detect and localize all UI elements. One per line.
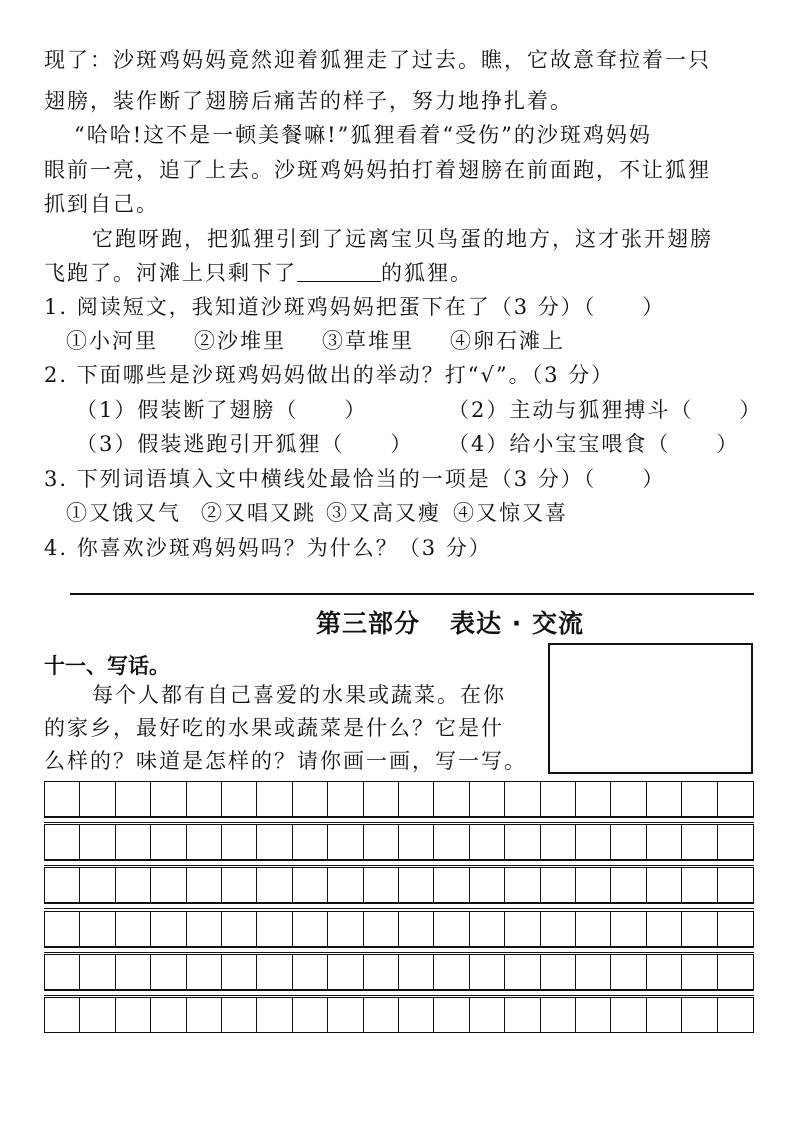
question-1: 1. 阅读短文，我知道沙斑鸡妈妈把蛋下在了（3 分）（ ） bbox=[44, 295, 666, 319]
q1-options bbox=[66, 326, 565, 356]
writing-prompt: 每个人都有自己喜爱的水果或蔬菜。在你 bbox=[92, 683, 506, 707]
writing-cell[interactable] bbox=[151, 868, 186, 902]
row-separator bbox=[44, 817, 754, 823]
writing-cell[interactable] bbox=[434, 912, 469, 946]
writing-cell[interactable] bbox=[328, 868, 363, 902]
writing-grid-row bbox=[44, 824, 754, 860]
writing-heading: 十一、写话。 bbox=[44, 654, 170, 678]
writing-cell[interactable] bbox=[187, 912, 222, 946]
writing-cell[interactable] bbox=[541, 825, 576, 859]
writing-cell[interactable] bbox=[399, 998, 434, 1032]
writing-cell[interactable] bbox=[257, 825, 292, 859]
writing-cell[interactable] bbox=[399, 868, 434, 902]
story-line: 翅膀，装作断了翅膀后痛苦的样子，努力地挣扎着。 bbox=[44, 89, 573, 113]
writing-cell[interactable] bbox=[257, 868, 292, 902]
writing-prompt: 么样的？味道是怎样的？请你画一画，写一写。 bbox=[44, 749, 527, 773]
writing-cell[interactable] bbox=[399, 782, 434, 816]
writing-cell[interactable] bbox=[222, 782, 257, 816]
writing-cell[interactable] bbox=[682, 782, 717, 816]
writing-grid-row bbox=[44, 867, 754, 903]
writing-cell[interactable] bbox=[470, 998, 505, 1032]
writing-cell[interactable] bbox=[647, 912, 682, 946]
writing-cell[interactable] bbox=[364, 912, 399, 946]
writing-cell[interactable] bbox=[470, 955, 505, 989]
writing-cell[interactable] bbox=[328, 825, 363, 859]
writing-cell[interactable] bbox=[187, 955, 222, 989]
q1-option[interactable]: ②沙堆里 bbox=[194, 329, 286, 353]
writing-cell[interactable] bbox=[434, 868, 469, 902]
writing-cell[interactable] bbox=[718, 955, 753, 989]
writing-cell[interactable] bbox=[151, 955, 186, 989]
writing-cell[interactable] bbox=[187, 825, 222, 859]
writing-cell[interactable] bbox=[682, 868, 717, 902]
writing-cell[interactable] bbox=[80, 955, 115, 989]
writing-cell[interactable] bbox=[505, 955, 540, 989]
writing-cell[interactable] bbox=[576, 912, 611, 946]
writing-cell[interactable] bbox=[45, 825, 80, 859]
writing-cell[interactable] bbox=[45, 782, 80, 816]
writing-cell[interactable] bbox=[541, 998, 576, 1032]
writing-cell[interactable] bbox=[434, 998, 469, 1032]
q3-option[interactable]: ④又惊又喜 bbox=[453, 501, 568, 525]
writing-cell[interactable] bbox=[470, 782, 505, 816]
writing-cell[interactable] bbox=[45, 868, 80, 902]
story-line: “哈哈!这不是一顿美餐嘛!”狐狸看着“受伤”的沙斑鸡妈妈 bbox=[74, 123, 652, 147]
q2-item[interactable]: （3）假装逃跑引开狐狸（ ） bbox=[76, 432, 414, 456]
writing-cell[interactable] bbox=[470, 868, 505, 902]
writing-cell[interactable] bbox=[576, 782, 611, 816]
section-title-part: 第三部分 bbox=[316, 609, 421, 638]
writing-cell[interactable] bbox=[80, 868, 115, 902]
writing-cell[interactable] bbox=[364, 998, 399, 1032]
story-line bbox=[44, 258, 473, 288]
writing-grid-row bbox=[44, 954, 754, 990]
writing-cell[interactable] bbox=[293, 912, 328, 946]
writing-cell[interactable] bbox=[293, 782, 328, 816]
drawing-box[interactable] bbox=[548, 643, 753, 774]
writing-cell[interactable] bbox=[364, 868, 399, 902]
q1-option[interactable]: ①小河里 bbox=[66, 329, 158, 353]
writing-cell[interactable] bbox=[45, 955, 80, 989]
q3-option[interactable]: ③又高又瘦 bbox=[326, 501, 441, 525]
writing-cell[interactable] bbox=[611, 825, 646, 859]
writing-cell[interactable] bbox=[682, 825, 717, 859]
writing-cell[interactable] bbox=[116, 782, 151, 816]
writing-cell[interactable] bbox=[257, 912, 292, 946]
writing-cell[interactable] bbox=[505, 868, 540, 902]
writing-cell[interactable] bbox=[434, 782, 469, 816]
question-2: 2. 下面哪些是沙斑鸡妈妈做出的举动？打“√”。（3 分） bbox=[44, 363, 615, 387]
writing-cell[interactable] bbox=[151, 912, 186, 946]
section-divider bbox=[70, 593, 754, 595]
writing-cell[interactable] bbox=[647, 955, 682, 989]
writing-cell[interactable] bbox=[541, 955, 576, 989]
writing-cell[interactable] bbox=[364, 782, 399, 816]
writing-cell[interactable] bbox=[222, 955, 257, 989]
writing-cell[interactable] bbox=[116, 955, 151, 989]
writing-cell[interactable] bbox=[576, 998, 611, 1032]
fill-blank[interactable] bbox=[297, 261, 381, 282]
writing-cell[interactable] bbox=[718, 825, 753, 859]
writing-prompt: 的家乡，最好吃的水果或蔬菜是什么？它是什 bbox=[44, 716, 504, 740]
writing-cell[interactable] bbox=[187, 868, 222, 902]
writing-cell[interactable] bbox=[399, 825, 434, 859]
writing-cell[interactable] bbox=[116, 825, 151, 859]
writing-cell[interactable] bbox=[187, 998, 222, 1032]
writing-cell[interactable] bbox=[718, 782, 753, 816]
writing-cell[interactable] bbox=[576, 955, 611, 989]
row-separator bbox=[44, 947, 754, 953]
section-title-subject: 表达 · 交流 bbox=[450, 609, 584, 638]
story-line: 现了：沙斑鸡妈妈竟然迎着狐狸走了过去。瞧，它故意耷拉着一只 bbox=[44, 48, 711, 72]
writing-cell[interactable] bbox=[434, 825, 469, 859]
q3-option[interactable]: ②又唱又跳 bbox=[201, 501, 316, 525]
writing-cell[interactable] bbox=[541, 868, 576, 902]
writing-cell[interactable] bbox=[611, 998, 646, 1032]
writing-cell[interactable] bbox=[647, 825, 682, 859]
writing-cell[interactable] bbox=[541, 782, 576, 816]
q1-option[interactable]: ④卵石滩上 bbox=[450, 329, 565, 353]
writing-cell[interactable] bbox=[718, 868, 753, 902]
writing-cell[interactable] bbox=[718, 998, 753, 1032]
story-line: 眼前一亮，追了上去。沙斑鸡妈妈拍打着翅膀在前面跑，不让狐狸 bbox=[44, 158, 711, 182]
writing-cell[interactable] bbox=[222, 825, 257, 859]
writing-cell[interactable] bbox=[611, 912, 646, 946]
writing-cell[interactable] bbox=[80, 782, 115, 816]
writing-cell[interactable] bbox=[470, 825, 505, 859]
story-line: 它跑呀跑，把狐狸引到了远离宝贝鸟蛋的地方，这才张开翅膀 bbox=[92, 227, 713, 251]
writing-cell[interactable] bbox=[434, 955, 469, 989]
q2-item[interactable]: （1）假装断了翅膀（ ） bbox=[76, 398, 368, 422]
question-4: 4. 你喜欢沙斑鸡妈妈吗？为什么？（3 分） bbox=[44, 536, 492, 560]
writing-cell[interactable] bbox=[611, 868, 646, 902]
writing-cell[interactable] bbox=[682, 912, 717, 946]
writing-cell[interactable] bbox=[45, 998, 80, 1032]
story-text: 的狐狸。 bbox=[381, 261, 473, 285]
q2-item[interactable]: （4）给小宝宝喂食（ ） bbox=[448, 432, 740, 456]
row-separator bbox=[44, 903, 754, 909]
writing-cell[interactable] bbox=[541, 912, 576, 946]
writing-cell[interactable] bbox=[222, 912, 257, 946]
writing-cell[interactable] bbox=[80, 825, 115, 859]
writing-cell[interactable] bbox=[293, 955, 328, 989]
writing-grid-row bbox=[44, 997, 754, 1033]
writing-cell[interactable] bbox=[328, 998, 363, 1032]
q1-option[interactable]: ③草堆里 bbox=[322, 329, 414, 353]
writing-cell[interactable] bbox=[505, 998, 540, 1032]
writing-grid-row bbox=[44, 781, 754, 817]
row-separator bbox=[44, 860, 754, 866]
writing-cell[interactable] bbox=[293, 868, 328, 902]
writing-cell[interactable] bbox=[470, 912, 505, 946]
writing-cell[interactable] bbox=[576, 825, 611, 859]
writing-cell[interactable] bbox=[328, 955, 363, 989]
writing-cell[interactable] bbox=[399, 912, 434, 946]
writing-cell[interactable] bbox=[257, 782, 292, 816]
writing-cell[interactable] bbox=[293, 825, 328, 859]
writing-cell[interactable] bbox=[328, 912, 363, 946]
writing-cell[interactable] bbox=[364, 955, 399, 989]
writing-cell[interactable] bbox=[293, 998, 328, 1032]
writing-cell[interactable] bbox=[576, 868, 611, 902]
writing-cell[interactable] bbox=[45, 912, 80, 946]
writing-cell[interactable] bbox=[187, 782, 222, 816]
row-separator bbox=[44, 990, 754, 996]
writing-cell[interactable] bbox=[116, 912, 151, 946]
writing-cell[interactable] bbox=[364, 825, 399, 859]
writing-cell[interactable] bbox=[257, 998, 292, 1032]
writing-cell[interactable] bbox=[611, 782, 646, 816]
writing-cell[interactable] bbox=[257, 955, 292, 989]
writing-cell[interactable] bbox=[647, 782, 682, 816]
writing-cell[interactable] bbox=[682, 998, 717, 1032]
writing-cell[interactable] bbox=[505, 912, 540, 946]
writing-cell[interactable] bbox=[116, 998, 151, 1032]
q2-item[interactable]: （2）主动与狐狸搏斗（ ） bbox=[448, 398, 763, 422]
writing-cell[interactable] bbox=[505, 782, 540, 816]
writing-cell[interactable] bbox=[328, 782, 363, 816]
q3-options bbox=[66, 498, 568, 528]
section-title bbox=[0, 604, 800, 640]
writing-cell[interactable] bbox=[647, 868, 682, 902]
writing-cell[interactable] bbox=[151, 782, 186, 816]
q3-option[interactable]: ①又饿又气 bbox=[66, 501, 181, 525]
writing-cell[interactable] bbox=[222, 998, 257, 1032]
story-line: 抓到自己。 bbox=[44, 192, 159, 216]
writing-cell[interactable] bbox=[399, 955, 434, 989]
writing-cell[interactable] bbox=[505, 825, 540, 859]
writing-cell[interactable] bbox=[611, 955, 646, 989]
writing-cell[interactable] bbox=[80, 912, 115, 946]
writing-cell[interactable] bbox=[80, 998, 115, 1032]
writing-cell[interactable] bbox=[647, 998, 682, 1032]
story-text: 飞跑了。河滩上只剩下了 bbox=[44, 261, 297, 285]
question-3: 3. 下列词语填入文中横线处最恰当的一项是（3 分）（ ） bbox=[44, 467, 666, 491]
writing-cell[interactable] bbox=[151, 825, 186, 859]
writing-cell[interactable] bbox=[151, 998, 186, 1032]
writing-cell[interactable] bbox=[116, 868, 151, 902]
writing-cell[interactable] bbox=[222, 868, 257, 902]
writing-cell[interactable] bbox=[718, 912, 753, 946]
writing-grid-row bbox=[44, 911, 754, 947]
writing-cell[interactable] bbox=[682, 955, 717, 989]
